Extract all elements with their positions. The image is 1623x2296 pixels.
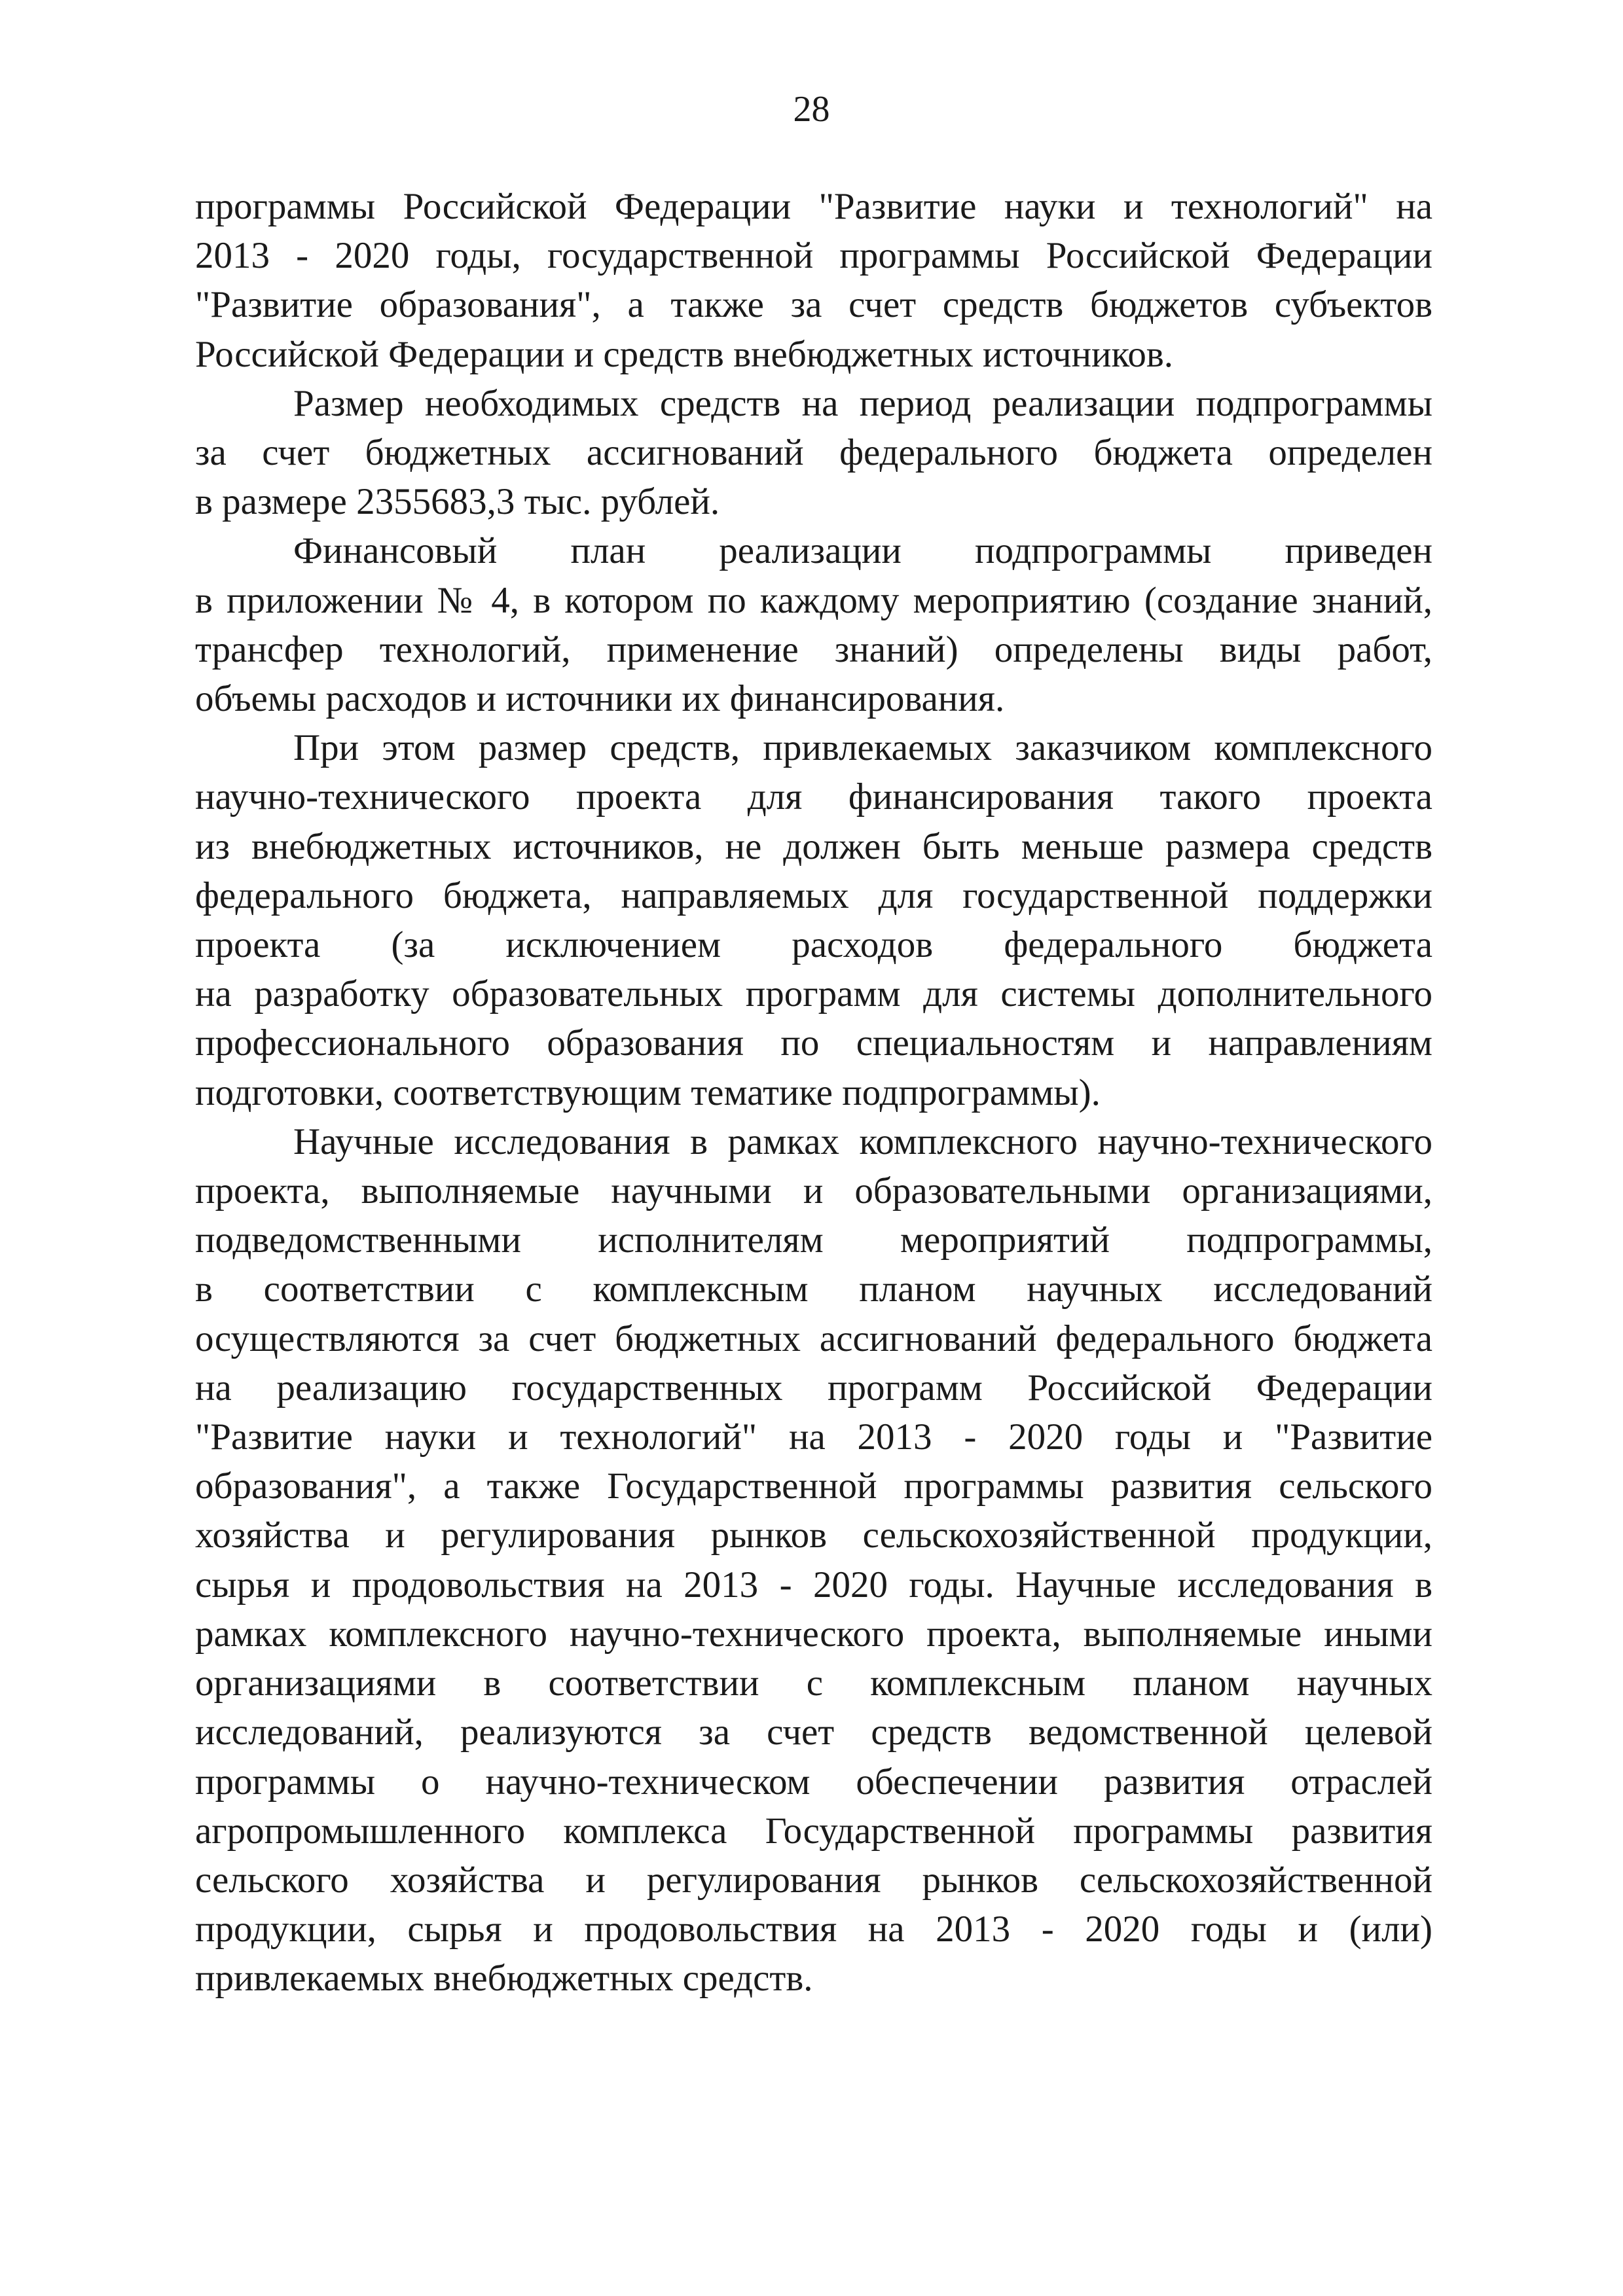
text-line: исследований, реализуются за счет средств ведомственной целевой [195,1712,1432,1753]
text-line: федерального бюджета, направляемых для государственной поддержки [195,874,1432,916]
text-line: программы Российской Федерации "Развитие науки и технологий" на [195,186,1432,227]
text-line: хозяйства и регулирования рынков сельскохозяйственной продукции, [195,1515,1432,1556]
text-line: за счет бюджетных ассигнований федерального бюджета определен [195,432,1432,474]
text-line: подведомственными исполнителям мероприятий подпрограммы, [195,1219,1432,1261]
document-body [195,182,1432,2003]
text-line: сельского хозяйства и регулирования рынков сельскохозяйственной [195,1859,1432,1901]
text-line: в размере 2355683,3 тыс. рублей. [195,481,720,523]
text-line: осуществляются за счет бюджетных ассигнований федерального бюджета [195,1318,1432,1359]
text-line: "Развитие образования", а также за счет средств бюджетов субъектов [195,284,1432,326]
text-line: Российской Федерации и средств внебюджетных источников. [195,333,1173,375]
page-number: 28 [793,89,830,130]
text-line: на реализацию государственных программ Российской Федерации [195,1367,1432,1408]
text-line: подготовки, соответствующим тематике подпрограммы). [195,1071,1101,1113]
text-line: "Развитие науки и технологий" на 2013 - 2020 годы и "Развитие [195,1416,1432,1458]
text-line: из внебюджетных источников, не должен быть меньше размера средств [195,825,1432,867]
text-line: При этом размер средств, привлекаемых заказчиком комплексного [293,727,1432,769]
text-line: Размер необходимых средств на период реализации подпрограммы [293,382,1432,424]
text-line: проекта, выполняемые научными и образовательными организациями, [195,1170,1432,1212]
text-line: объемы расходов и источники их финансирования. [195,678,1005,720]
text-line: продукции, сырья и продовольствия на 2013 - 2020 годы и (или) [195,1909,1432,1950]
text-line: привлекаемых внебюджетных средств. [195,1958,813,2000]
text-line: программы о научно-техническом обеспечении развития отраслей [195,1761,1432,1803]
text-line: в соответствии с комплексным планом научных исследований [195,1268,1432,1310]
text-line: образования", а также Государственной программы развития сельского [195,1465,1432,1507]
text-line: сырья и продовольствия на 2013 - 2020 годы. Научные исследования в [195,1564,1432,1605]
text-line: проекта (за исключением расходов федерального бюджета [195,924,1432,966]
text-line: рамках комплексного научно-технического проекта, выполняемые иными [195,1613,1432,1655]
text-line: научно-технического проекта для финансирования такого проекта [195,776,1432,818]
text-line: на разработку образовательных программ для системы дополнительного [195,973,1432,1015]
text-line: агропромышленного комплекса Государственной программы развития [195,1810,1432,1852]
text-line: 2013 - 2020 годы, государственной программы Российской Федерации [195,235,1432,277]
text-line: трансфер технологий, применение знаний) определены виды работ, [195,628,1432,670]
text-line: профессионального образования по специальностям и направлениям [195,1022,1432,1064]
text-line: организациями в соответствии с комплексным планом научных [195,1662,1432,1704]
text-line: Научные исследования в рамках комплексного научно-технического [293,1121,1432,1162]
text-line: в приложении № 4, в котором по каждому мероприятию (создание знаний, [195,579,1432,621]
text-line: Финансовый план реализации подпрограммы приведен [293,530,1432,572]
